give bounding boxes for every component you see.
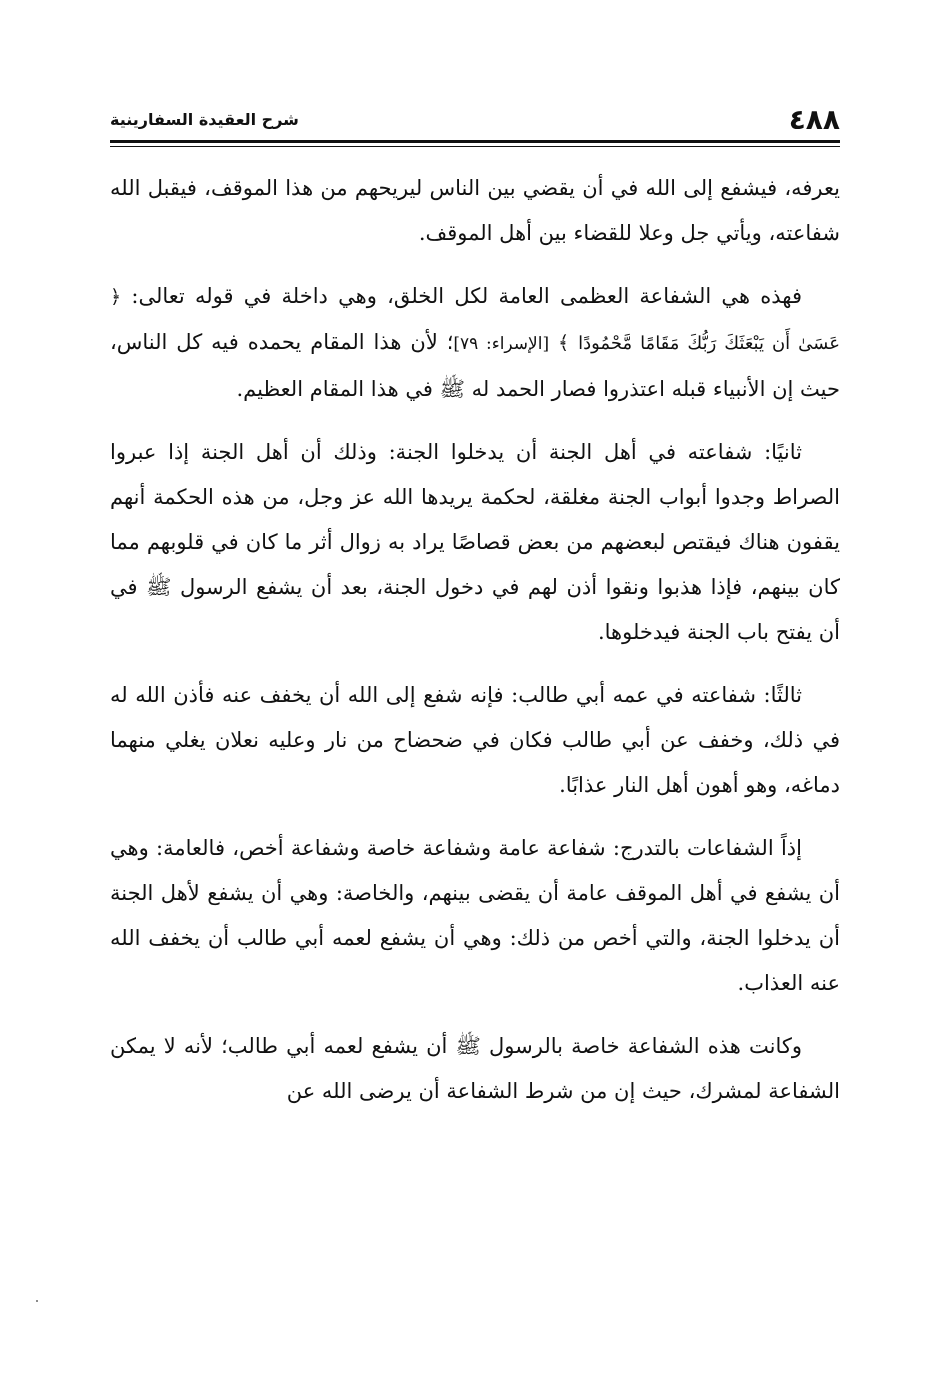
running-header [110,100,840,140]
page-number: ٤٨٨ [788,103,840,136]
quran-bracket-close: ﴾ [558,332,570,354]
body-text [110,166,840,1132]
paragraph-5: إذاً الشفاعات بالتدرج: شفاعة عامة وشفاعة خاصة وشفاعة أخص، فالعامة: وهي أن يشفع في أهل الموقف عامة أن يقضى بينهم، والخاصة: وهي أن يشفع لأهل الجنة أن يدخلوا الجنة، والتي أخص من ذلك: وهي أن يشفع لعمه أبي طالب أن يخفف الله عنه العذاب. [110,836,840,995]
verse-reference: [الإسراء: ٧٩] [453,334,550,354]
scan-speck [36,1300,38,1302]
quran-verse: عَسَىٰ أَن يَبْعَثَكَ رَبُّكَ مَقَامًا مَّحْمُودًا [578,333,840,354]
paragraph-1: يعرفه، فيشفع إلى الله في أن يقضي بين الناس ليريحهم من هذا الموقف، فيقبل الله شفاعته، ويأتي جل وعلا للقضاء بين أهل الموقف. [110,176,840,245]
quran-bracket-open: ﴿ [110,286,122,308]
paragraph-2-text: فهذه هي الشفاعة العظمى العامة لكل الخلق، وهي داخلة في قوله تعالى: [131,284,802,308]
paragraph-6: وكانت هذه الشفاعة خاصة بالرسول ﷺ أن يشفع لعمه أبي طالب؛ لأنه لا يمكن الشفاعة لمشرك، حيث إن من شرط الشفاعة أن يرضى الله عن [110,1034,840,1103]
paragraph-4: ثالثًا: شفاعته في عمه أبي طالب: فإنه شفع إلى الله أن يخفف عنه فأذن الله له في ذلك، وخفف عن أبي طالب فكان في ضحضاح من نار وعليه نعلان يغلي منهما دماغه، وهو أهون أهل النار عذابًا. [110,683,840,797]
book-page [110,100,840,1260]
paragraph-2 [110,274,840,412]
book-title: شرح العقيدة السفارينية [110,110,299,129]
header-rule [110,140,840,143]
header-rule-thin [110,146,840,147]
paragraph-2-continuation: ؛ لأن هذا المقام يحمده فيه كل الناس، حيث إن الأنبياء قبله اعتذروا فصار الحمد له ﷺ في هذا المقام العظيم. [110,330,840,401]
paragraph-3: ثانيًا: شفاعته في أهل الجنة أن يدخلوا الجنة: وذلك أن أهل الجنة إذا عبروا الصراط وجدوا أبواب الجنة مغلقة، لحكمة يريدها الله عز وجل، من هذه الحكمة أنهم يقفون هناك فيقتص لبعضهم من بعض قصاصًا يراد به زوال أثر ما كان في قلوبهم مما كان بينهم، فإذا هذبوا ونقوا أذن لهم في دخول الجنة، بعد أن يشفع الرسول ﷺ في أن يفتح باب الجنة فيدخلوها. [110,440,840,644]
